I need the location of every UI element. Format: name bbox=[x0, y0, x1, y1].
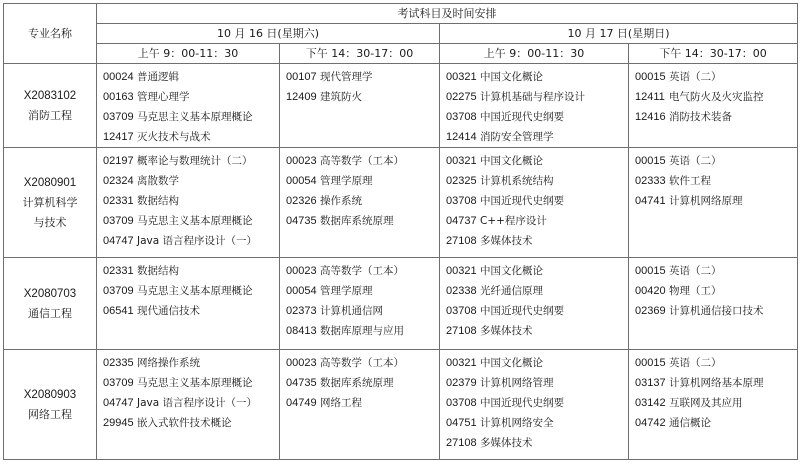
course-cell-oct16-afternoon bbox=[280, 350, 440, 460]
course-item bbox=[446, 127, 628, 147]
course-item bbox=[446, 281, 628, 301]
course-name: 计算机通信网 bbox=[320, 305, 383, 317]
course-item bbox=[635, 413, 797, 433]
course-cell-oct16-afternoon bbox=[280, 148, 440, 258]
course-name: 网络工程 bbox=[320, 397, 362, 409]
course-name: 互联网及其应用 bbox=[669, 397, 743, 409]
course-code: 03709 bbox=[103, 285, 134, 297]
course-item bbox=[286, 211, 439, 231]
course-code: 02379 bbox=[446, 377, 477, 389]
course-cell-oct16-afternoon bbox=[280, 258, 440, 350]
course-name: 现代管理学 bbox=[320, 71, 373, 83]
major-code: X2083102 bbox=[23, 89, 77, 102]
major-name: 通信工程 bbox=[28, 306, 72, 320]
course-item bbox=[446, 373, 628, 393]
course-name: 马克思主义基本原理概论 bbox=[137, 377, 253, 389]
course-cell-oct16-morning bbox=[97, 148, 280, 258]
course-code: 00054 bbox=[286, 175, 317, 187]
course-name: 英语（二） bbox=[669, 357, 722, 369]
exam-arrangement-header: 考试科目及时间安排 bbox=[97, 4, 798, 24]
course-name: 管理学原理 bbox=[320, 285, 373, 297]
course-name: 高等数学（工本） bbox=[320, 357, 404, 369]
course-code: 00024 bbox=[103, 71, 134, 83]
course-name: 高等数学（工本） bbox=[320, 155, 404, 167]
major-name: 与技术 bbox=[33, 215, 67, 229]
course-name: Java 语言程序设计（一） bbox=[137, 397, 258, 409]
course-item bbox=[635, 107, 797, 127]
course-code: 00054 bbox=[286, 285, 317, 297]
course-name: 管理学原理 bbox=[320, 175, 373, 187]
slot-header-oct17-morning: 上午 9：00-11：30 bbox=[440, 44, 629, 64]
course-name: 马克思主义基本原理概论 bbox=[137, 215, 253, 227]
course-item bbox=[103, 151, 279, 171]
course-name: Java 语言程序设计（一） bbox=[137, 235, 258, 247]
course-name: 中国文化概论 bbox=[480, 71, 543, 83]
course-item bbox=[103, 67, 279, 87]
course-name: 中国近现代史纲要 bbox=[480, 195, 564, 207]
slot-header-oct16-afternoon: 下午 14：30-17：00 bbox=[280, 44, 440, 64]
major-row bbox=[4, 64, 798, 148]
course-code: 02335 bbox=[103, 357, 134, 369]
course-code: 04742 bbox=[635, 417, 666, 429]
course-name: 光纤通信原理 bbox=[480, 285, 543, 297]
day-header-oct17: 10 月 17 日(星期日) bbox=[440, 24, 798, 44]
course-name: 多媒体技术 bbox=[480, 235, 533, 247]
course-name: 数据库系统原理 bbox=[320, 377, 394, 389]
course-code: 02369 bbox=[635, 305, 666, 317]
major-cell bbox=[4, 350, 97, 460]
course-item bbox=[635, 281, 797, 301]
course-code: 06541 bbox=[103, 305, 134, 317]
course-code: 04751 bbox=[446, 417, 477, 429]
course-cell-oct17-afternoon bbox=[629, 64, 798, 148]
course-name: 中国文化概论 bbox=[480, 357, 543, 369]
course-code: 04737 bbox=[446, 215, 477, 227]
course-item bbox=[103, 353, 279, 373]
course-item bbox=[286, 67, 439, 87]
course-name: 多媒体技术 bbox=[480, 325, 533, 337]
major-row bbox=[4, 258, 798, 350]
course-code: 02331 bbox=[103, 195, 134, 207]
course-item bbox=[446, 67, 628, 87]
course-item bbox=[286, 261, 439, 281]
course-name: 计算机系统结构 bbox=[480, 175, 554, 187]
course-code: 00420 bbox=[635, 285, 666, 297]
course-item bbox=[635, 151, 797, 171]
course-code: 03137 bbox=[635, 377, 666, 389]
course-item bbox=[103, 281, 279, 301]
course-name: 建筑防火 bbox=[320, 91, 362, 103]
course-code: 02324 bbox=[103, 175, 134, 187]
major-cell bbox=[4, 64, 97, 148]
course-item bbox=[286, 151, 439, 171]
course-code: 00015 bbox=[635, 71, 666, 83]
course-code: 27108 bbox=[446, 325, 477, 337]
course-name: 英语（二） bbox=[669, 155, 722, 167]
course-code: 04741 bbox=[635, 195, 666, 207]
course-name: 通信概论 bbox=[669, 417, 711, 429]
course-name: 嵌入式软件技术概论 bbox=[137, 417, 232, 429]
course-name: 英语（二） bbox=[669, 71, 722, 83]
course-code: 03708 bbox=[446, 111, 477, 123]
course-item bbox=[286, 373, 439, 393]
major-row bbox=[4, 148, 798, 258]
course-item bbox=[103, 413, 279, 433]
course-item bbox=[635, 87, 797, 107]
course-name: 消防技术装备 bbox=[669, 111, 732, 123]
course-code: 04735 bbox=[286, 377, 317, 389]
course-item bbox=[286, 353, 439, 373]
course-name: 中国文化概论 bbox=[480, 265, 543, 277]
course-cell-oct17-afternoon bbox=[629, 258, 798, 350]
course-code: 08413 bbox=[286, 325, 317, 337]
major-cell bbox=[4, 258, 97, 350]
course-item bbox=[446, 171, 628, 191]
course-cell-oct17-afternoon bbox=[629, 148, 798, 258]
course-code: 03708 bbox=[446, 195, 477, 207]
course-code: 00163 bbox=[103, 91, 134, 103]
course-code: 02331 bbox=[103, 265, 134, 277]
course-name: 高等数学（工本） bbox=[320, 265, 404, 277]
course-name: 消防安全管理学 bbox=[480, 131, 554, 143]
course-code: 00023 bbox=[286, 357, 317, 369]
course-item bbox=[446, 151, 628, 171]
course-name: 数据结构 bbox=[137, 265, 179, 277]
course-item bbox=[446, 87, 628, 107]
course-item bbox=[103, 127, 279, 147]
course-name: 普通逻辑 bbox=[137, 71, 179, 83]
course-code: 12416 bbox=[635, 111, 666, 123]
course-item bbox=[103, 231, 279, 251]
course-code: 02326 bbox=[286, 195, 317, 207]
course-cell-oct17-morning bbox=[440, 64, 629, 148]
course-code: 12414 bbox=[446, 131, 477, 143]
course-item bbox=[635, 393, 797, 413]
course-cell-oct17-morning bbox=[440, 148, 629, 258]
course-item bbox=[286, 301, 439, 321]
course-name: 数据库原理与应用 bbox=[320, 325, 404, 337]
course-code: 00015 bbox=[635, 265, 666, 277]
course-cell-oct16-afternoon bbox=[280, 64, 440, 148]
day-header-oct16: 10 月 16 日(星期六) bbox=[97, 24, 440, 44]
course-cell-oct17-afternoon bbox=[629, 350, 798, 460]
major-code: X2080903 bbox=[23, 388, 77, 401]
course-item bbox=[286, 87, 439, 107]
course-item bbox=[446, 231, 628, 251]
course-code: 00321 bbox=[446, 265, 477, 277]
course-name: 计算机基础与程序设计 bbox=[480, 91, 585, 103]
course-code: 03708 bbox=[446, 305, 477, 317]
course-item bbox=[635, 373, 797, 393]
course-code: 02373 bbox=[286, 305, 317, 317]
course-code: 12417 bbox=[103, 131, 134, 143]
major-name: 网络工程 bbox=[28, 407, 72, 421]
course-code: 00015 bbox=[635, 357, 666, 369]
course-name: 计算机网络管理 bbox=[480, 377, 554, 389]
course-code: 02275 bbox=[446, 91, 477, 103]
course-code: 27108 bbox=[446, 235, 477, 247]
course-name: 管理心理学 bbox=[137, 91, 190, 103]
course-code: 00321 bbox=[446, 357, 477, 369]
schedule-body bbox=[4, 64, 798, 460]
course-item bbox=[103, 301, 279, 321]
course-item bbox=[446, 321, 628, 341]
major-name: 计算机科学 bbox=[22, 195, 78, 209]
course-code: 00321 bbox=[446, 71, 477, 83]
course-code: 00321 bbox=[446, 155, 477, 167]
course-item bbox=[103, 373, 279, 393]
major-row bbox=[4, 350, 798, 460]
course-name: 数据库系统原理 bbox=[320, 215, 394, 227]
course-code: 02338 bbox=[446, 285, 477, 297]
course-item bbox=[635, 171, 797, 191]
course-code: 00107 bbox=[286, 71, 317, 83]
course-code: 12409 bbox=[286, 91, 317, 103]
course-code: 00015 bbox=[635, 155, 666, 167]
course-code: 27108 bbox=[446, 437, 477, 449]
major-cell bbox=[4, 148, 97, 258]
course-item bbox=[103, 87, 279, 107]
course-name: 计算机网络原理 bbox=[669, 195, 743, 207]
course-name: 英语（二） bbox=[669, 265, 722, 277]
course-code: 04749 bbox=[286, 397, 317, 409]
course-name: 计算机网络安全 bbox=[480, 417, 554, 429]
course-name: 软件工程 bbox=[669, 175, 711, 187]
course-name: 概率论与数理统计（二） bbox=[137, 155, 253, 167]
course-code: 03142 bbox=[635, 397, 666, 409]
course-item bbox=[286, 191, 439, 211]
course-item bbox=[635, 191, 797, 211]
course-name: 电气防火及火灾监控 bbox=[669, 91, 764, 103]
course-item bbox=[635, 353, 797, 373]
course-name: 中国文化概论 bbox=[480, 155, 543, 167]
slot-header-oct16-morning: 上午 9：00-11：30 bbox=[97, 44, 280, 64]
course-item bbox=[103, 191, 279, 211]
course-code: 03709 bbox=[103, 215, 134, 227]
course-item bbox=[446, 261, 628, 281]
course-name: 操作系统 bbox=[320, 195, 362, 207]
course-item bbox=[103, 171, 279, 191]
course-code: 04747 bbox=[103, 235, 134, 247]
course-cell-oct16-morning bbox=[97, 350, 280, 460]
slot-header-oct17-afternoon: 下午 14：30-17：00 bbox=[629, 44, 798, 64]
course-item bbox=[446, 353, 628, 373]
course-item bbox=[446, 413, 628, 433]
course-item bbox=[446, 107, 628, 127]
course-code: 29945 bbox=[103, 417, 134, 429]
course-item bbox=[635, 67, 797, 87]
course-item bbox=[446, 211, 628, 231]
exam-schedule-table bbox=[3, 3, 798, 460]
course-item bbox=[103, 261, 279, 281]
course-code: 00023 bbox=[286, 155, 317, 167]
course-item bbox=[286, 281, 439, 301]
course-name: 马克思主义基本原理概论 bbox=[137, 111, 253, 123]
major-code: X2080703 bbox=[23, 287, 77, 300]
course-item bbox=[103, 211, 279, 231]
course-code: 00023 bbox=[286, 265, 317, 277]
course-name: C++程序设计 bbox=[480, 215, 547, 227]
course-item bbox=[286, 321, 439, 341]
course-name: 现代通信技术 bbox=[137, 305, 200, 317]
course-name: 计算机通信接口技术 bbox=[669, 305, 764, 317]
course-item bbox=[103, 393, 279, 413]
course-cell-oct17-morning bbox=[440, 258, 629, 350]
course-code: 04735 bbox=[286, 215, 317, 227]
course-item bbox=[446, 393, 628, 413]
course-code: 12411 bbox=[635, 91, 665, 103]
course-code: 02325 bbox=[446, 175, 477, 187]
course-name: 计算机网络基本原理 bbox=[669, 377, 764, 389]
major-name: 消防工程 bbox=[28, 108, 72, 122]
course-name: 网络操作系统 bbox=[137, 357, 200, 369]
course-item bbox=[635, 261, 797, 281]
course-item bbox=[635, 301, 797, 321]
course-name: 多媒体技术 bbox=[480, 437, 533, 449]
course-cell-oct16-morning bbox=[97, 258, 280, 350]
course-code: 03709 bbox=[103, 111, 134, 123]
major-code: X2080901 bbox=[23, 176, 77, 189]
course-code: 04747 bbox=[103, 397, 134, 409]
course-name: 中国近现代史纲要 bbox=[480, 305, 564, 317]
course-item bbox=[286, 393, 439, 413]
course-code: 03709 bbox=[103, 377, 134, 389]
course-name: 灭火技术与战术 bbox=[137, 131, 211, 143]
course-code: 02197 bbox=[103, 155, 134, 167]
course-code: 03708 bbox=[446, 397, 477, 409]
course-cell-oct17-morning bbox=[440, 350, 629, 460]
course-cell-oct16-morning bbox=[97, 64, 280, 148]
course-name: 离散数学 bbox=[137, 175, 179, 187]
course-item bbox=[446, 433, 628, 453]
course-name: 物理（工） bbox=[669, 285, 722, 297]
course-name: 中国近现代史纲要 bbox=[480, 111, 564, 123]
major-name-header: 专业名称 bbox=[4, 4, 97, 64]
course-name: 马克思主义基本原理概论 bbox=[137, 285, 253, 297]
course-name: 中国近现代史纲要 bbox=[480, 397, 564, 409]
course-item bbox=[103, 107, 279, 127]
course-code: 02333 bbox=[635, 175, 666, 187]
course-item bbox=[446, 301, 628, 321]
course-item bbox=[286, 171, 439, 191]
course-item bbox=[446, 191, 628, 211]
course-name: 数据结构 bbox=[137, 195, 179, 207]
